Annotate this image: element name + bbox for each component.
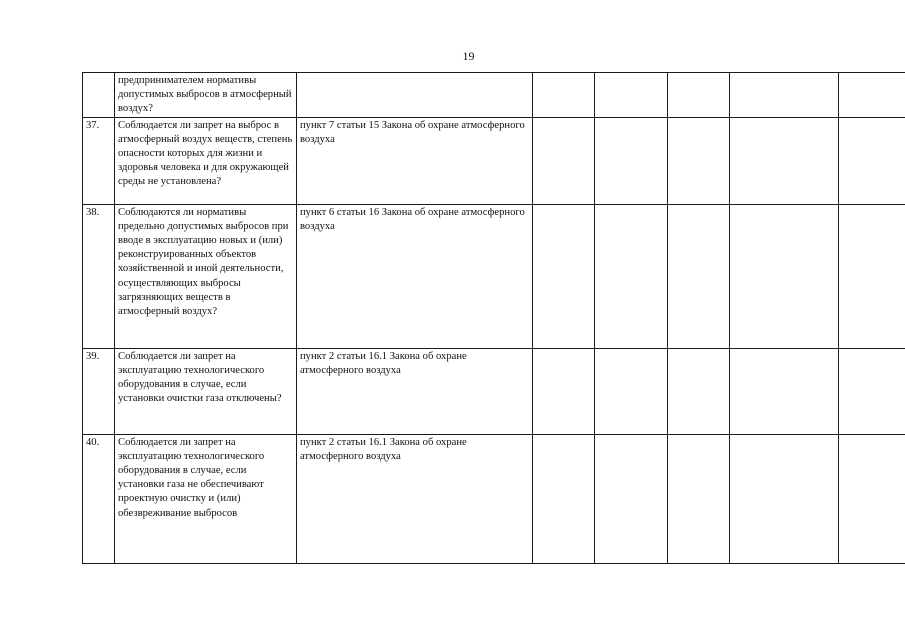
answer-cell bbox=[730, 73, 839, 118]
checklist-table bbox=[82, 72, 905, 564]
legal-reference: пункт 2 статьи 16.1 Закона об охране атмосферного воздуха bbox=[297, 434, 533, 563]
table-row bbox=[83, 73, 905, 118]
answer-cell bbox=[668, 204, 730, 348]
page-number: 19 bbox=[462, 49, 475, 63]
answer-cell bbox=[595, 204, 668, 348]
answer-cell bbox=[668, 117, 730, 204]
answer-cell bbox=[668, 73, 730, 118]
row-number: 37. bbox=[83, 117, 115, 204]
answer-cell bbox=[533, 73, 595, 118]
answer-cell bbox=[533, 204, 595, 348]
table-row bbox=[83, 348, 905, 434]
answer-cell bbox=[839, 434, 905, 563]
answer-cell bbox=[839, 348, 905, 434]
table-row bbox=[83, 117, 905, 204]
answer-cell bbox=[595, 434, 668, 563]
row-number bbox=[83, 73, 115, 118]
answer-cell bbox=[533, 117, 595, 204]
answer-cell bbox=[839, 73, 905, 118]
legal-reference: пункт 7 статьи 15 Закона об охране атмосферного воздуха bbox=[297, 117, 533, 204]
question-text: Соблюдается ли запрет на эксплуатацию технологического оборудования в случае, если установки газа не обеспечивают проектную очистку и (или) обезвреживание выбросов bbox=[115, 434, 297, 563]
answer-cell bbox=[839, 117, 905, 204]
answer-cell bbox=[668, 434, 730, 563]
answer-cell bbox=[533, 434, 595, 563]
answer-cell bbox=[730, 434, 839, 563]
answer-cell bbox=[839, 204, 905, 348]
answer-cell bbox=[595, 348, 668, 434]
legal-reference: пункт 2 статьи 16.1 Закона об охране атмосферного воздуха bbox=[297, 348, 533, 434]
answer-cell bbox=[533, 348, 595, 434]
row-number: 39. bbox=[83, 348, 115, 434]
answer-cell bbox=[730, 348, 839, 434]
table-row bbox=[83, 434, 905, 563]
row-number: 38. bbox=[83, 204, 115, 348]
answer-cell bbox=[730, 204, 839, 348]
legal-reference: пункт 6 статьи 16 Закона об охране атмосферного воздуха bbox=[297, 204, 533, 348]
answer-cell bbox=[595, 73, 668, 118]
answer-cell bbox=[730, 117, 839, 204]
question-text: Соблюдается ли запрет на эксплуатацию технологического оборудования в случае, если установки очистки газа отключены? bbox=[115, 348, 297, 434]
answer-cell bbox=[668, 348, 730, 434]
answer-cell bbox=[595, 117, 668, 204]
question-text: Соблюдаются ли нормативы предельно допустимых выбросов при вводе в эксплуатацию новых и (или) реконструированных объектов хозяйственной и иной деятельности, осуществляющих выбросы загрязняющих веществ в атмосферный воздух? bbox=[115, 204, 297, 348]
question-text: предпринимателем нормативы допустимых выбросов в атмосферный воздух? bbox=[115, 73, 297, 118]
row-number: 40. bbox=[83, 434, 115, 563]
legal-reference bbox=[297, 73, 533, 118]
question-text: Соблюдается ли запрет на выброс в атмосферный воздух веществ, степень опасности которых для жизни и здоровья человека и для окружающей среды не установлена? bbox=[115, 117, 297, 204]
table-row bbox=[83, 204, 905, 348]
